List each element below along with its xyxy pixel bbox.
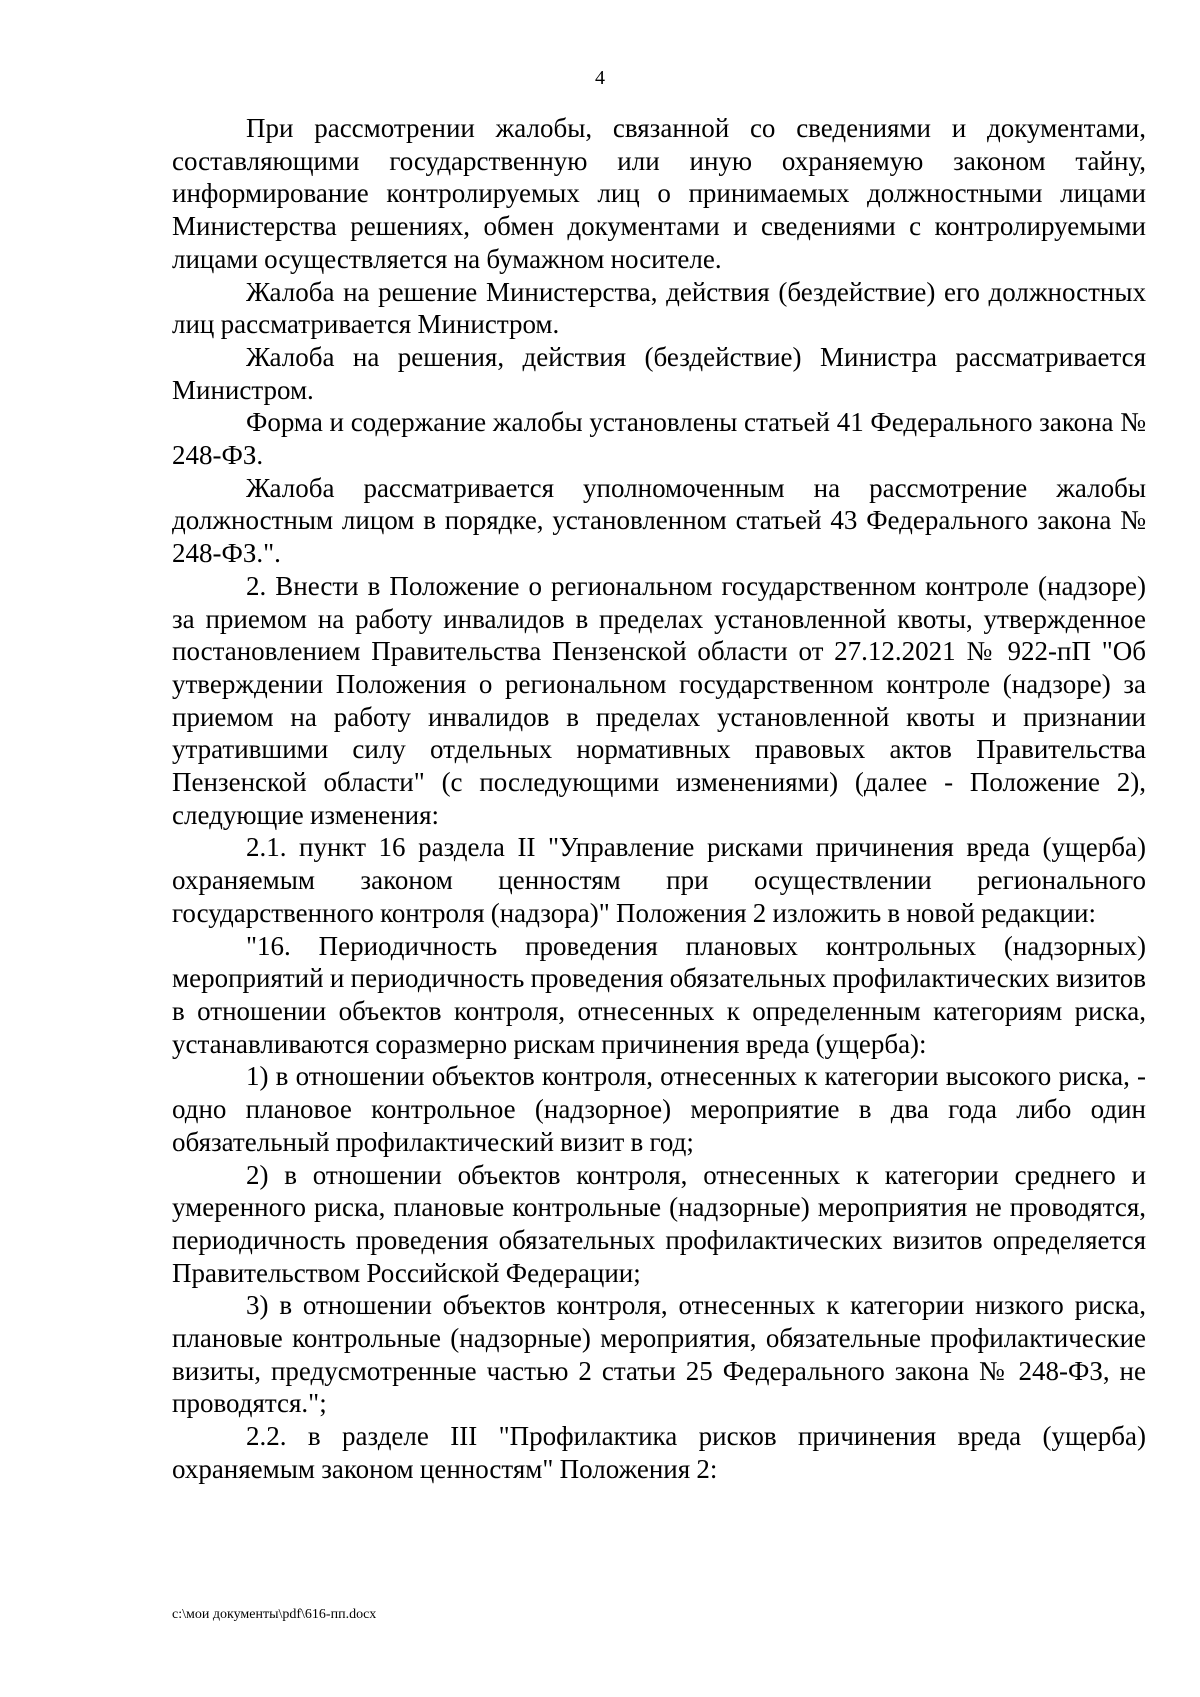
paragraph-complaint-secret: При рассмотрении жалобы, связанной со сведениями и документами, составляющими государственную или иную охраняемую законом тайну, информирование контролируемых лиц о принимаемых должностными лицами Министерства решениях, обмен документами и сведениями с контролируемыми лицами осуществляется на бумажном носителе. [172, 113, 1146, 274]
paragraph-complaint-ministry: Жалоба на решение Министерства, действия (бездействие) его должностных лиц рассматривается Министром. [172, 276, 1146, 340]
paragraph-clause-16: "16. Периодичность проведения плановых контрольных (надзорных) мероприятий и периодичность проведения обязательных профилактических визитов в отношении объектов контроля, отнесенных к определенным категориям риска, устанавливаются соразмерно рискам причинения вреда (ущерба): [172, 930, 1146, 1059]
footer-file-path: c:\мои документы\pdf\616-пп.docx [172, 1607, 377, 1622]
paragraph-clause-16-3: 3) в отношении объектов контроля, отнесенных к категории низкого риска, плановые контрольные (надзорные) мероприятия, обязательные профилактические визиты, предусмотренные частью 2 статьи 25 Федерального закона № 248-ФЗ, не проводятся."; [172, 1290, 1146, 1419]
paragraph-complaint-form: Форма и содержание жалобы установлены статьей 41 Федерального закона № 248-ФЗ. [172, 407, 1146, 471]
paragraph-item-2-2: 2.2. в разделе III "Профилактика рисков причинения вреда (ущерба) охраняемым законом ценностям" Положения 2: [172, 1421, 1146, 1484]
document-body [172, 112, 1146, 1486]
paragraph-clause-16-2: 2) в отношении объектов контроля, отнесенных к категории среднего и умеренного риска, плановые контрольные (надзорные) мероприятия не проводятся, периодичность проведения обязательных профилактических визитов определяется Правительством Российской Федерации; [172, 1159, 1146, 1288]
paragraph-item-2-1: 2.1. пункт 16 раздела II "Управление рисками причинения вреда (ущерба) охраняемым законом ценностям при осуществлении регионального государственного контроля (надзора)" Положения 2 изложить в новой редакции: [172, 832, 1146, 928]
paragraph-complaint-minister: Жалоба на решения, действия (бездействие) Министра рассматривается Министром. [172, 341, 1146, 405]
paragraph-clause-16-1: 1) в отношении объектов контроля, отнесенных к категории высокого риска, - одно плановое контрольное (надзорное) мероприятие в два года либо один обязательный профилактический визит в год; [172, 1061, 1146, 1157]
paragraph-item-2: 2. Внести в Положение о региональном государственном контроле (надзоре) за приемом на работу инвалидов в пределах установленной квоты, утвержденное постановлением Правительства Пензенской области от 27.12.2021 № 922-пП "Об утверждении Положения о региональном государственном контроле (надзоре) за приемом на работу инвалидов в пределах установленной квоты и признании утратившими силу отдельных нормативных правовых актов Правительства Пензенской области" (с последующими изменениями) (далее - Положение 2), следующие изменения: [172, 570, 1146, 830]
page-number: 4 [595, 67, 605, 89]
paragraph-complaint-procedure: Жалоба рассматривается уполномоченным на рассмотрение жалобы должностным лицом в порядке, установленном статьей 43 Федерального закона № 248-ФЗ.". [172, 472, 1146, 569]
